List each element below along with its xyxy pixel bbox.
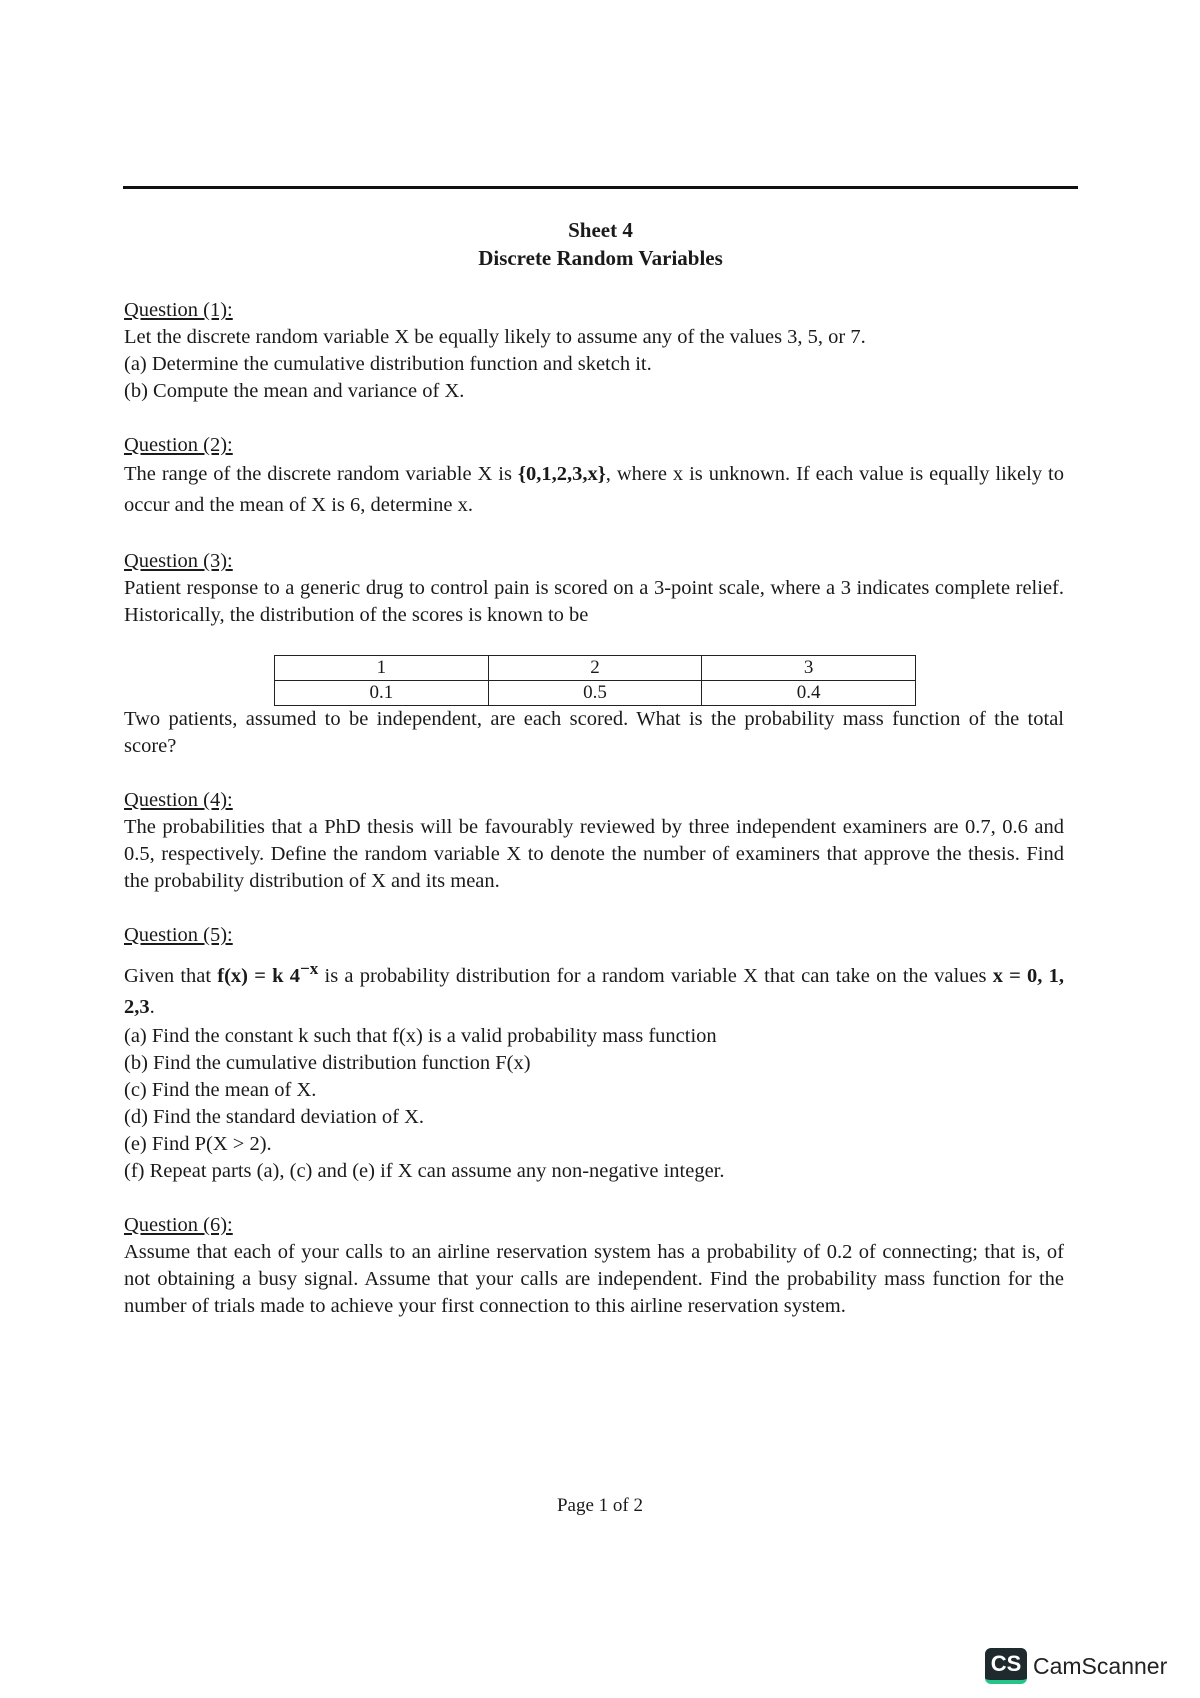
question-text: is a probability distribution for a random variable X that can take on the values [318, 964, 993, 987]
camscanner-text: CamScanner [1033, 1652, 1168, 1679]
question-text: , where x is unknown. If each value is equally likely to occur and the mean of X is 6, determine x. [124, 463, 1064, 516]
question-5 [124, 922, 1064, 1185]
questions-list [124, 297, 1064, 1347]
question-body: The probabilities that a PhD thesis will be favourably reviewed by three independent examiners are 0.7, 0.6 and 0.5, respectively. Define the random variable X to denote the number of examiners that approve the thesis. Find the probability distribution of X and its mean. [124, 816, 1064, 892]
question-title: Question (5): [124, 924, 233, 946]
question-part: (d) Find the standard deviation of X. [124, 1105, 425, 1128]
camscanner-logo-icon: CS [985, 1648, 1027, 1684]
table-cell: 0.1 [275, 681, 489, 706]
sheet-title: Discrete Random Variables [478, 246, 723, 270]
question-body [124, 953, 1064, 1023]
question-part: (c) Find the mean of X. [124, 1078, 317, 1101]
question-title: Question (6): [124, 1213, 233, 1236]
table-cell: 0.5 [488, 681, 702, 706]
question-4 [124, 787, 1064, 895]
question-title: Question (4): [124, 789, 233, 811]
question-body: Let the discrete random variable X be equally likely to assume any of the values 3, 5, or 7. [124, 326, 866, 348]
question-text: Given that [124, 964, 218, 987]
formula-base: f(x) = k 4 [217, 964, 300, 987]
formula-exponent: −x [300, 959, 319, 978]
table-row [275, 681, 916, 706]
question-title: Question (3): [124, 550, 233, 572]
question-part: (b) Compute the mean and variance of X. [124, 380, 465, 402]
table-cell: 3 [702, 656, 916, 681]
range-set: {0,1,2,3,x} [517, 463, 606, 485]
question-text: . [149, 995, 155, 1018]
pmf-formula [217, 959, 319, 987]
table-cell: 1 [275, 656, 489, 681]
question-1 [124, 297, 1064, 405]
table-row [275, 656, 916, 681]
question-part: (e) Find P(X > 2). [124, 1132, 272, 1155]
question-title: Question (2): [124, 434, 233, 456]
value-set: x = 0, 1, 2,3 [124, 964, 1065, 1018]
sheet-number: Sheet 4 [568, 218, 633, 242]
question-part: (f) Repeat parts (a), (c) and (e) if X can assume any non-negative integer. [124, 1159, 725, 1182]
question-part: (b) Find the cumulative distribution function F(x) [124, 1051, 531, 1074]
question-part: (a) Determine the cumulative distribution function and sketch it. [124, 353, 652, 375]
question-title: Question (1): [124, 299, 233, 321]
question-part: (a) Find the constant k such that f(x) is a valid probability mass function [124, 1024, 717, 1047]
page-number: Page 1 of 2 [556, 1495, 643, 1516]
table-cell: 0.4 [702, 681, 916, 706]
camscanner-watermark [985, 1648, 1167, 1684]
question-body [124, 459, 1064, 521]
question-body: Patient response to a generic drug to control pain is scored on a 3-point scale, where a 3 indicates complete relief. Historically, the distribution of the scores is known to be [124, 577, 1064, 626]
table-cell: 2 [488, 656, 702, 681]
sheet-header [123, 216, 1078, 272]
question-body: Assume that each of your calls to an airline reservation system has a probability of 0.2 of connecting; that is, of not obtaining a busy signal. Assume that your calls are independent. Find the probability mass function for the number of trials made to achieve your first connection to this airline reservation system. [124, 1240, 1064, 1317]
question-text: The range of the discrete random variable X is [124, 463, 518, 485]
top-rule [123, 186, 1078, 189]
question-6 [124, 1212, 1064, 1320]
score-distribution-table [274, 655, 916, 706]
question-followup: Two patients, assumed to be independent, are each scored. What is the probability mass function of the total score? [124, 708, 1064, 757]
question-2 [124, 432, 1064, 521]
question-3 [124, 548, 1064, 760]
